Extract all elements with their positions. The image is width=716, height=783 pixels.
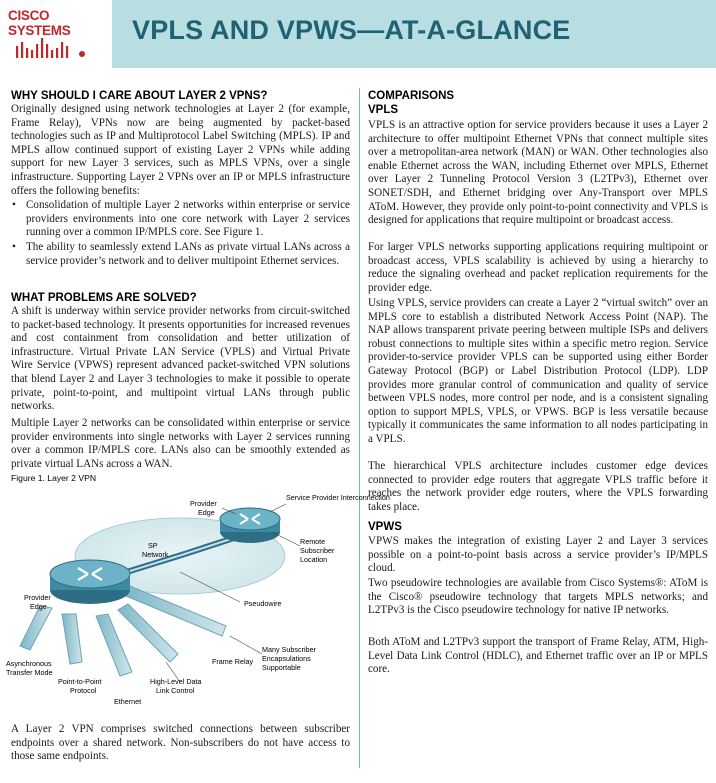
provider-edge-router-left <box>50 560 130 604</box>
label-frame-relay: Frame Relay <box>212 657 254 666</box>
cisco-bridge-icon <box>12 30 102 58</box>
svg-text:Edge: Edge <box>198 508 215 517</box>
problems-paragraph-2: Multiple Layer 2 networks can be consolidated within enterprise or service provider environments into single networks with Layer 2 services running over a common IP/MPLS core. LANs also can be smoothly extended as private virtual LANs across a WAN. <box>11 417 350 470</box>
bullet-text: The ability to seamlessly extend LANs as private virtual LANs across a service provider’s network and to deliver multipoint Ethernet services. <box>26 241 350 267</box>
why-paragraph: Originally designed using network technologies at Layer 2 (for example, Frame Relay), VPNs now are being augmented by packet-based technologies such as IP and Multiprotocol Label Switching (MPLS). IP and MPLS allow continued support of existing Layer 2 VPNs while adding support for new Layer 3 services, such as MPLS VPNs, over a single infrastructure. Supporting Layer 2 VPNs over an IP or MPLS infrastructure offers the following benefits: <box>11 103 350 197</box>
vpws-paragraph-1: VPWS makes the integration of existing Layer 2 and Layer 3 services possible on a point-to-point basis across a service provider’s IP/MPLS cloud. <box>368 535 708 575</box>
section-heading-comparisons: COMPARISONS <box>368 90 455 102</box>
section-heading-why: WHY SHOULD I CARE ABOUT LAYER 2 VPNS? <box>11 90 268 102</box>
label-sp-interconnect: Service Provider Interconnection <box>286 493 390 502</box>
vpls-paragraph-3: Using VPLS, service providers can create a Layer 2 “virtual switch” over an MPLS core to establish a distributed Network Access Point (NAP). The NAP allows transparent private peering between multiple ISPs and delivers robust connections to multiple sites within a specific metro region. Service provider-to-service provider VPLS can be supported using either Border Gateway Protocol (BGP) or Label Distribution Protocol (LDP). LDP provides more granular control of communication and quality of service between VPLS nodes, more control per node, and is a consistent signaling option to support MPLS, VPLS, or VPWS. BGP is less versatile because typically it communicates the same information to all nodes participating in a VPLS. <box>368 297 708 445</box>
vpls-paragraph-1: VPLS is an attractive option for service providers because it uses a Layer 2 architecture to offer multipoint Ethernet VPNs that connect multiple sites over a metropolitan-area network (MAN) or WAN. Other technologies also enable Ethernet across the WAN, including Ethernet over MPLS, Ethernet over Layer 2 Tunneling Protocol Version 3 (L2TPv3), Ethernet over SONET/SDH, and Ethernet bridging over Any-Transport over MPLS AToM. However, they provide only point-to-point connectivity and VPLS is designed for applications that require multipoint or broadcast access. <box>368 119 708 227</box>
benefit-bullet-2: • The ability to seamlessly extend LANs as private virtual LANs across a service provider’s network and to deliver multipoint Ethernet services. <box>12 241 350 267</box>
column-divider <box>359 88 360 768</box>
label-remote-subscriber: Remote <box>300 537 326 546</box>
label-provider-edge-top: Provider <box>190 499 217 508</box>
benefit-bullet-1: • Consolidation of multiple Layer 2 networks within enterprise or service providers environments into one core network with Layer 2 services running over a common IP/MPLS core. See Figure 1. <box>12 199 350 239</box>
provider-edge-router-top <box>220 508 280 543</box>
vpls-paragraph-4: The hierarchical VPLS architecture includes customer edge devices connected to provider edge routers that aggregate VPLS traffic before it reaches the network provider edge routers, where the VPLS forwarding takes place. <box>368 460 708 513</box>
vpws-paragraph-2: Two pseudowire technologies are available from Cisco Systems®: AToM is the Cisco® pseudowire technology that targets MPLS networks; and L2TPv3 is the Cisco pseudowire technology for native IP networks. <box>368 577 708 617</box>
logo-text: CISCO SYSTEMS <box>8 8 71 38</box>
svg-text:Protocol: Protocol <box>70 686 97 695</box>
page-title: VPLS AND VPWS—AT-A-GLANCE <box>132 15 571 45</box>
svg-text:Location: Location <box>300 555 328 564</box>
cisco-logo <box>0 0 112 68</box>
label-hdlc: High-Level Data <box>150 677 202 686</box>
svg-text:Subscriber: Subscriber <box>300 546 335 555</box>
section-heading-problems: WHAT PROBLEMS ARE SOLVED? <box>11 292 197 304</box>
label-provider-edge-left: Provider <box>24 593 51 602</box>
page-header <box>0 0 716 68</box>
svg-text:Transfer Mode: Transfer Mode <box>6 668 53 677</box>
label-atm: Asynchronous <box>6 659 52 668</box>
figure-paragraph: A Layer 2 VPN comprises switched connections between subscriber endpoints over a shared network. Non-subscribers do not have access to those same endpoints. <box>11 723 350 763</box>
figure-caption: Figure 1. Layer 2 VPN <box>11 473 97 483</box>
label-pseudowire: Pseudowire <box>244 599 282 608</box>
svg-text:Edge: Edge <box>30 602 47 611</box>
label-sp-network: SP <box>148 541 158 550</box>
vpws-paragraph-3: Both AToM and L2TPv3 support the transport of Frame Relay, ATM, High-Level Data Link Control (HDLC), and Ethernet traffic over an IP or MPLS core. <box>368 636 708 676</box>
title-band <box>112 0 716 68</box>
svg-text:Encapsulations: Encapsulations <box>262 654 311 663</box>
svg-text:Network: Network <box>142 550 169 559</box>
svg-text:Supportable: Supportable <box>262 663 301 672</box>
subheading-vpws: VPWS <box>368 521 402 533</box>
problems-paragraph-1: A shift is underway within service provider networks from circuit-switched to packet-based technology. It presents opportunities for increased revenues and cost containment from consolidation and better utilization of infrastructure. Virtual Private LAN Service (VPLS) and Virtual Private Wire Service (VPWS) represent advanced packet-switched VPN solutions that blend Layer 2 and Layer 3 technologies to make it possible to operate private, point-to-point, and multipoint virtual LANs through public networks. <box>11 305 350 413</box>
label-ethernet: Ethernet <box>114 697 142 706</box>
bullet-text: Consolidation of multiple Layer 2 networks within enterprise or service providers environments into one core network with Layer 2 services running over a common IP/MPLS core. See Figure 1. <box>26 199 350 239</box>
label-ppp: Point-to-Point <box>58 677 102 686</box>
label-many-subscriber: Many Subscriber <box>262 645 316 654</box>
subheading-vpls: VPLS <box>368 104 399 116</box>
svg-text:Link Control: Link Control <box>156 686 195 695</box>
vpls-paragraph-2: For larger VPLS networks supporting applications requiring multipoint or broadcast access, VPLS scalability is achieved by using a hierarchy to reduce the signaling overhead and packet replication requirements for the provider edge. <box>368 241 708 294</box>
